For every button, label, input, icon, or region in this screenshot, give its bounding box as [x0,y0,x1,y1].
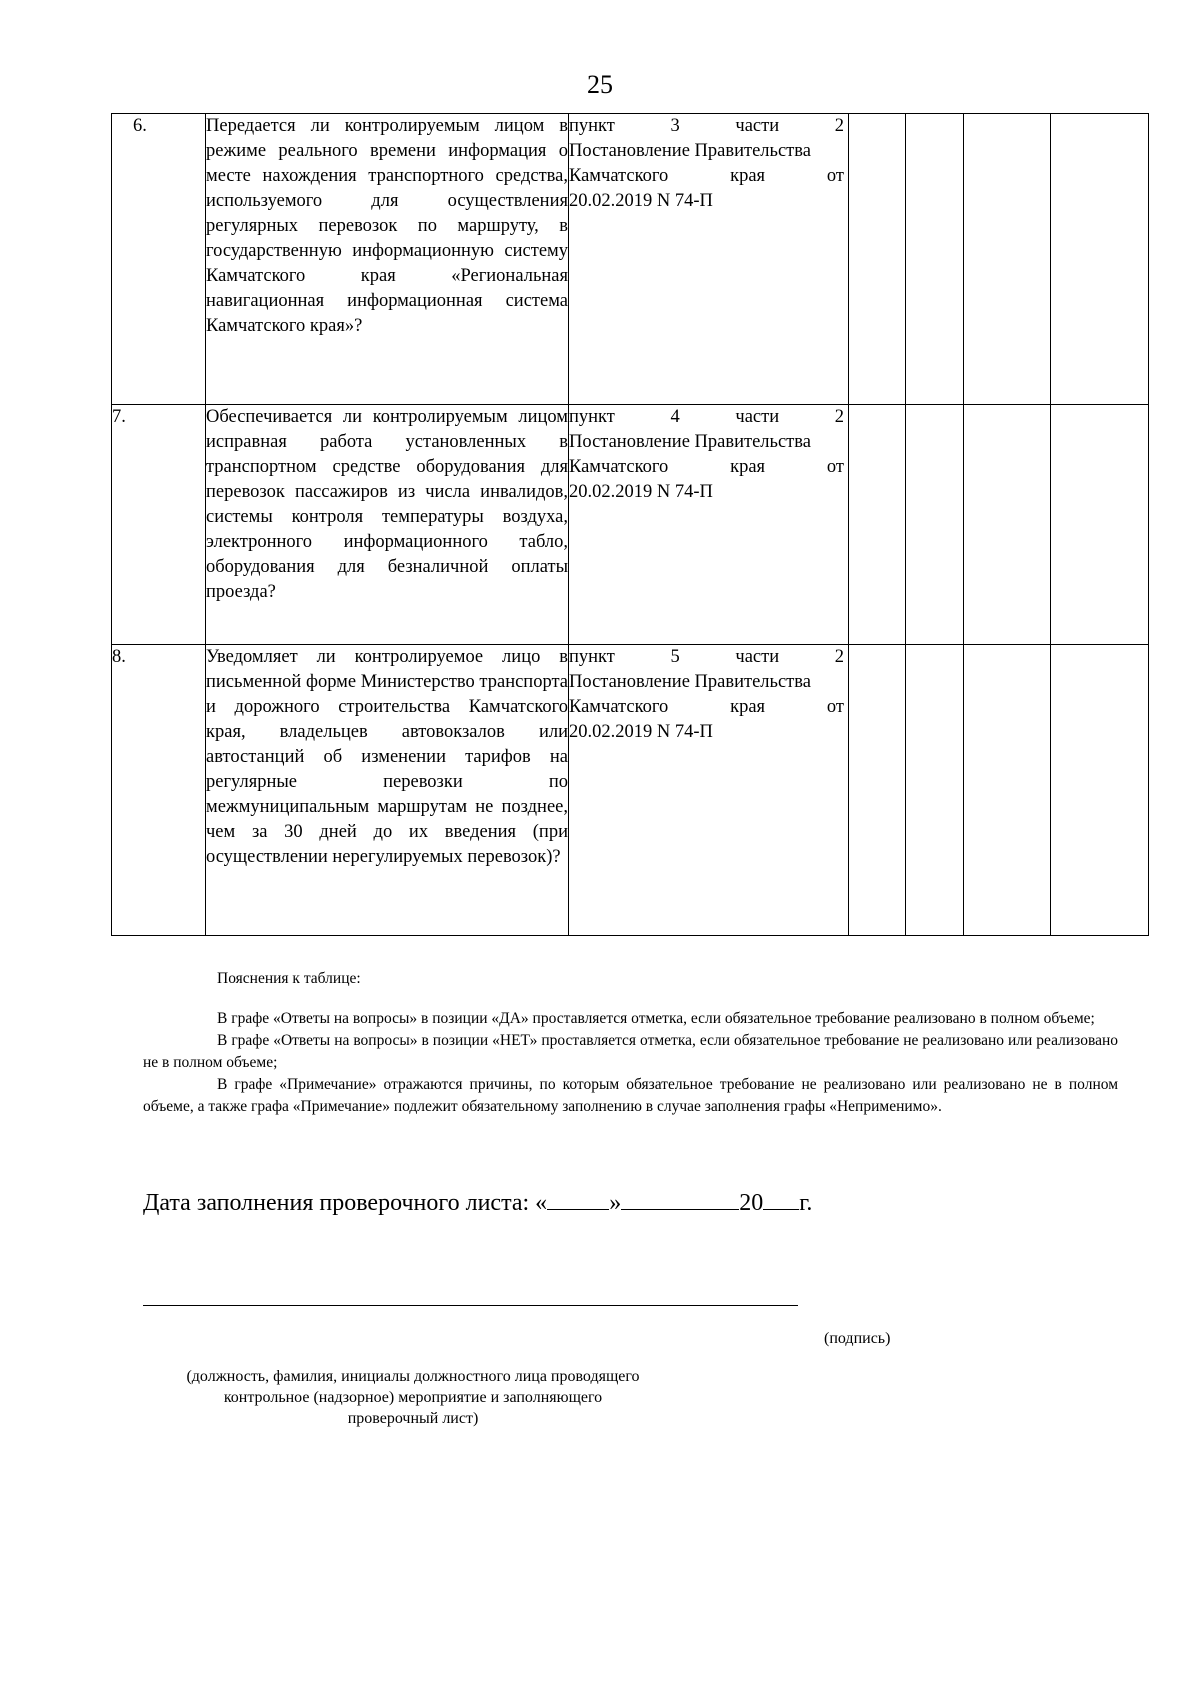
legal-reference: пункт 4 части 2 Постановление Правительства Камчатского края от 20.02.2019 N 74-П [569,405,849,645]
note-paragraph: В графе «Примечание» отражаются причины, по которым обязательное требование не реализовано или реализовано не в полном объеме, а также графа «Примечание» подлежит обязательному заполнению в случае заполнения графы «Неприменимо». [143,1076,1118,1115]
question-text: Обеспечивается ли контролируемым лицом исправная работа установленных в транспортном средстве оборудования для перевозок пассажиров из числа инвалидов, системы контроля температуры воздуха, электронного информационного табло, оборудования для безналичной оплаты проезда? [206,405,569,645]
answer-cell[interactable] [906,405,964,645]
signature-line[interactable] [143,1305,798,1306]
legal-reference: пункт 5 части 2 Постановление Правительства Камчатского края от 20.02.2019 N 74-П [569,645,849,936]
year-blank[interactable] [763,1187,799,1210]
table-row [112,405,1149,645]
fill-date-line: Дата заполнения проверочного листа: « » 20 г. [143,1187,812,1217]
table-row [112,114,1149,405]
row-number: 6. [112,114,206,405]
row-number: 8. [112,645,206,936]
notes-title: Пояснения к таблице: [217,970,361,987]
note-cell[interactable] [1051,114,1149,405]
answer-cell[interactable] [906,114,964,405]
row-number: 7. [112,405,206,645]
notes-section [143,1008,1118,1118]
note-paragraph: В графе «Ответы на вопросы» в позиции «ДА» проставляется отметка, если обязательное требование реализовано в полном объеме; [217,1010,1095,1027]
signature-label: (подпись) [824,1330,891,1347]
answer-cell[interactable] [849,645,906,936]
answer-cell[interactable] [849,114,906,405]
checklist-table [111,113,1149,936]
question-text: Уведомляет ли контролируемое лицо в письменной форме Министерство транспорта и дорожного строительства Камчатского края, владельцев автовокзалов или автостанций об изменении тарифов на регулярные перевозки по межмуниципальным маршрутам не позднее, чем за 30 дней до их введения (при осуществлении нерегулируемых перевозок)? [206,645,569,936]
note-cell[interactable] [1051,645,1149,936]
legal-reference: пункт 3 части 2 Постановление Правительства Камчатского края от 20.02.2019 N 74-П [569,114,849,405]
month-blank[interactable] [621,1187,739,1210]
fill-date-label: Дата заполнения проверочного листа: « [143,1190,548,1216]
table-row [112,645,1149,936]
note-paragraph: В графе «Ответы на вопросы» в позиции «НЕТ» проставляется отметка, если обязательное требование не реализовано или реализовано не в полном объеме; [143,1032,1118,1071]
answer-cell[interactable] [906,645,964,936]
page-number: 25 [587,70,613,99]
note-cell[interactable] [1051,405,1149,645]
question-text: Передается ли контролируемым лицом в режиме реального времени информация о месте нахождения транспортного средства, используемого для осуществления регулярных перевозок по маршруту, в государственную информационную систему Камчатского края «Региональная навигационная информационная система Камчатского края»? [206,114,569,405]
answer-cell[interactable] [964,645,1051,936]
answer-cell[interactable] [849,405,906,645]
day-blank[interactable] [547,1187,609,1210]
answer-cell[interactable] [964,405,1051,645]
official-caption: (должность, фамилия, инициалы должностного лица проводящего контрольное (надзорное) мероприятие и заполняющего проверочный лист) [186,1368,640,1427]
answer-cell[interactable] [964,114,1051,405]
